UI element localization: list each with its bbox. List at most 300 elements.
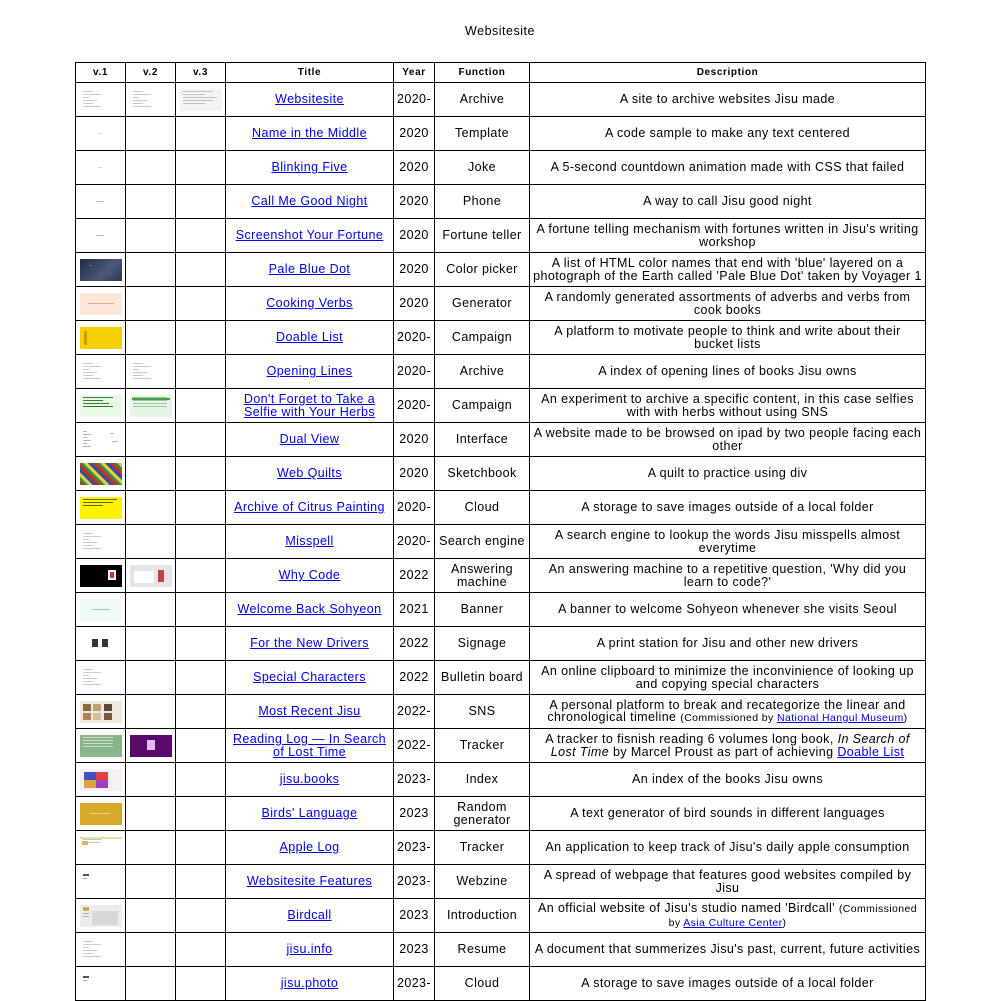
site-title-link[interactable]: Doable List	[276, 330, 343, 345]
title-cell	[226, 423, 394, 457]
thumbnail-cell-v2	[126, 151, 176, 185]
site-screenshot-thumbnail[interactable]	[130, 735, 172, 757]
site-title-link[interactable]: Screenshot Your Fortune	[235, 228, 384, 243]
thumbnail-cell-v2	[126, 457, 176, 491]
description-text: An answering machine to a repetitive question, 'Why did you learn to code?'	[548, 562, 907, 589]
year-cell: 2023	[394, 933, 435, 967]
inline-link[interactable]: Doable List	[837, 744, 905, 759]
site-title-link[interactable]: Pale Blue Dot	[268, 262, 351, 277]
year-cell: 2023-	[394, 865, 435, 899]
site-screenshot-thumbnail[interactable]	[80, 803, 122, 825]
column-header-function: Function	[435, 63, 530, 83]
title-cell	[226, 763, 394, 797]
site-title-link[interactable]: Apple Log	[279, 840, 340, 855]
table-row	[76, 865, 926, 899]
thumbnail-cell-v3	[176, 763, 226, 797]
year-cell: 2023-	[394, 967, 435, 1001]
commission-suffix: )	[903, 712, 908, 724]
thumbnail-cell-v1	[76, 593, 126, 627]
title-cell	[226, 627, 394, 661]
thumbnail-cell-v2	[126, 865, 176, 899]
site-title-link[interactable]: jisu.photo	[280, 976, 339, 991]
thumbnail-cell-v1	[76, 627, 126, 661]
title-cell	[226, 389, 394, 423]
site-title-link[interactable]: Misspell	[285, 534, 334, 549]
thumbnail-cell-v3	[176, 83, 226, 117]
thumbnail-cell-v1	[76, 729, 126, 763]
function-cell: Webzine	[435, 865, 530, 899]
site-title-link[interactable]: Archive of Citrus Painting	[234, 500, 385, 515]
site-screenshot-thumbnail[interactable]	[80, 667, 122, 689]
thumbnail-cell-v1	[76, 491, 126, 525]
thumbnail-cell-v3	[176, 729, 226, 763]
column-header-title: Title	[226, 63, 394, 83]
function-cell: Answering machine	[435, 559, 530, 593]
description-text: A search engine to lookup the words Jisu misspells almost everytime	[554, 528, 901, 555]
table-row	[76, 661, 926, 695]
site-screenshot-thumbnail[interactable]	[80, 973, 122, 995]
table-row	[76, 219, 926, 253]
title-cell	[226, 287, 394, 321]
table-row	[76, 899, 926, 933]
site-title-link[interactable]: Reading Log — In Search of Lost Time	[232, 732, 387, 759]
site-title-link[interactable]: Welcome Back Sohyeon	[237, 602, 382, 617]
thumbnail-cell-v3	[176, 287, 226, 321]
site-screenshot-thumbnail[interactable]	[80, 633, 122, 655]
year-cell: 2020	[394, 423, 435, 457]
site-title-link[interactable]: jisu.books	[279, 772, 340, 787]
site-title-link[interactable]: Blinking Five	[271, 160, 348, 175]
title-cell	[226, 933, 394, 967]
commission-prefix: (Commissioned by	[680, 712, 777, 724]
site-screenshot-thumbnail[interactable]	[80, 429, 122, 451]
thumbnail-cell-v3	[176, 355, 226, 389]
table-row	[76, 287, 926, 321]
title-cell	[226, 491, 394, 525]
site-screenshot-thumbnail[interactable]	[80, 327, 122, 349]
thumbnail-cell-v2	[126, 83, 176, 117]
description-text: A storage to save images outside of a local folder	[581, 500, 874, 515]
year-cell: 2020	[394, 219, 435, 253]
thumbnail-cell-v3	[176, 797, 226, 831]
description-cell	[530, 593, 926, 627]
thumbnail-cell-v2	[126, 593, 176, 627]
column-header-v2: v.2	[126, 63, 176, 83]
description-cell	[530, 967, 926, 1001]
year-cell: 2023	[394, 797, 435, 831]
thumbnail-cell-v2	[126, 627, 176, 661]
thumbnail-cell-v1	[76, 185, 126, 219]
title-cell	[226, 253, 394, 287]
thumbnail-cell-v3	[176, 967, 226, 1001]
thumbnail-cell-v3	[176, 117, 226, 151]
commission-suffix: )	[782, 916, 787, 929]
thumbnail-cell-v2	[126, 253, 176, 287]
year-cell: 2020-	[394, 389, 435, 423]
thumbnail-cell-v3	[176, 185, 226, 219]
thumbnail-cell-v2	[126, 729, 176, 763]
thumbnail-cell-v1	[76, 763, 126, 797]
function-cell: SNS	[435, 695, 530, 729]
thumbnail-cell-v2	[126, 831, 176, 865]
table-row	[76, 117, 926, 151]
function-cell: Cloud	[435, 967, 530, 1001]
thumbnail-cell-v2	[126, 185, 176, 219]
thumbnail-cell-v1	[76, 967, 126, 1001]
thumbnail-cell-v2	[126, 491, 176, 525]
thumbnail-cell-v3	[176, 627, 226, 661]
title-cell	[226, 83, 394, 117]
site-title-link[interactable]: Dual View	[279, 432, 340, 447]
commission-link[interactable]: National Hangul Museum	[776, 712, 904, 724]
websites-table	[75, 62, 926, 1001]
book-title: In Search of Lost Time	[550, 732, 910, 759]
site-screenshot-thumbnail[interactable]	[80, 871, 122, 893]
thumbnail-cell-v1	[76, 525, 126, 559]
description-cell	[530, 865, 926, 899]
description-cell	[530, 457, 926, 491]
site-screenshot-thumbnail[interactable]	[80, 497, 122, 519]
site-title-link[interactable]: Call Me Good Night	[251, 194, 368, 209]
title-cell	[226, 967, 394, 1001]
table-row	[76, 321, 926, 355]
function-cell: Archive	[435, 355, 530, 389]
site-screenshot-thumbnail[interactable]	[130, 395, 172, 417]
site-title-link[interactable]: Special Characters	[253, 670, 366, 685]
table-row	[76, 593, 926, 627]
site-screenshot-thumbnail[interactable]	[130, 361, 172, 383]
column-header-v3: v.3	[176, 63, 226, 83]
commission-link[interactable]: Asia Culture Center	[683, 916, 783, 929]
function-cell: Tracker	[435, 729, 530, 763]
thumbnail-cell-v3	[176, 865, 226, 899]
description-text: A code sample to make any text centered	[605, 126, 850, 141]
site-screenshot-thumbnail[interactable]	[130, 89, 172, 111]
description-cell	[530, 423, 926, 457]
description-text: A platform to motivate people to think and write about their bucket lists	[554, 324, 901, 351]
function-cell: Interface	[435, 423, 530, 457]
thumbnail-cell-v3	[176, 695, 226, 729]
thumbnail-cell-v3	[176, 933, 226, 967]
thumbnail-cell-v1	[76, 559, 126, 593]
year-cell: 2023-	[394, 763, 435, 797]
thumbnail-cell-v3	[176, 389, 226, 423]
description-cell	[530, 491, 926, 525]
description-text: A tracker to fisnish reading 6 volumes long book,	[545, 732, 838, 746]
description-cell	[530, 185, 926, 219]
thumbnail-cell-v2	[126, 423, 176, 457]
description-cell	[530, 525, 926, 559]
site-screenshot-thumbnail[interactable]	[80, 939, 122, 961]
function-cell: Random generator	[435, 797, 530, 831]
thumbnail-cell-v1	[76, 865, 126, 899]
page-title: Websitesite	[465, 24, 535, 38]
description-text: A spread of webpage that features good websites compiled by Jisu	[543, 868, 912, 895]
thumbnail-cell-v2	[126, 219, 176, 253]
site-screenshot-thumbnail[interactable]	[80, 225, 122, 247]
function-cell: Signage	[435, 627, 530, 661]
thumbnail-cell-v2	[126, 933, 176, 967]
site-screenshot-thumbnail[interactable]	[80, 259, 122, 281]
site-title-link[interactable]: Birds' Language	[261, 806, 358, 821]
description-text: An index of the books Jisu owns	[632, 772, 823, 787]
thumbnail-cell-v2	[126, 899, 176, 933]
title-cell	[226, 151, 394, 185]
thumbnail-cell-v3	[176, 491, 226, 525]
description-text: A document that summerizes Jisu's past, current, future activities	[534, 942, 921, 957]
title-cell	[226, 729, 394, 763]
description-cell	[530, 253, 926, 287]
table-row	[76, 729, 926, 763]
thumbnail-cell-v2	[126, 695, 176, 729]
thumbnail-cell-v2	[126, 525, 176, 559]
site-title-link[interactable]: jisu.info	[286, 942, 333, 957]
function-cell: Banner	[435, 593, 530, 627]
thumbnail-cell-v1	[76, 695, 126, 729]
title-cell	[226, 219, 394, 253]
table-row	[76, 797, 926, 831]
thumbnail-cell-v3	[176, 831, 226, 865]
thumbnail-cell-v1	[76, 423, 126, 457]
description-text: A personal platform to break and recategorize the linear and chronological timeline	[547, 697, 906, 724]
thumbnail-cell-v2	[126, 559, 176, 593]
thumbnail-cell-v1	[76, 899, 126, 933]
thumbnail-cell-v2	[126, 763, 176, 797]
site-title-link[interactable]: Why Code	[278, 568, 341, 583]
site-screenshot-thumbnail[interactable]	[80, 701, 122, 723]
title-cell	[226, 355, 394, 389]
description-text: A randomly generated assortments of adverbs and verbs from cook books	[544, 290, 911, 317]
site-title-link[interactable]: Most Recent Jisu	[258, 704, 361, 719]
description-text: An experiment to archive a specific content, in this case selfies with with herbs without using SNS	[541, 392, 914, 419]
thumbnail-cell-v1	[76, 797, 126, 831]
table-row	[76, 355, 926, 389]
table-row	[76, 967, 926, 1001]
description-text: by Marcel Proust as part of achieving	[609, 744, 838, 759]
year-cell: 2022	[394, 559, 435, 593]
year-cell: 2020-	[394, 83, 435, 117]
thumbnail-cell-v1	[76, 933, 126, 967]
table-row	[76, 491, 926, 525]
function-cell: Campaign	[435, 389, 530, 423]
description-text: A fortune telling mechanism with fortunes written in Jisu's writing workshop	[536, 222, 919, 249]
function-cell: Generator	[435, 287, 530, 321]
table-row	[76, 525, 926, 559]
description-cell	[530, 219, 926, 253]
thumbnail-cell-v1	[76, 321, 126, 355]
thumbnail-cell-v2	[126, 321, 176, 355]
column-header-year: Year	[394, 63, 435, 83]
thumbnail-cell-v1	[76, 389, 126, 423]
thumbnail-cell-v3	[176, 457, 226, 491]
year-cell: 2020	[394, 151, 435, 185]
commission-note	[680, 712, 907, 724]
thumbnail-cell-v3	[176, 525, 226, 559]
description-cell	[530, 389, 926, 423]
site-screenshot-thumbnail[interactable]	[80, 463, 122, 485]
function-cell: Campaign	[435, 321, 530, 355]
site-title-link[interactable]: Don't Forget to Take a Selfie with Your Herbs	[243, 392, 376, 419]
description-cell	[530, 831, 926, 865]
description-cell	[530, 151, 926, 185]
table-row	[76, 151, 926, 185]
site-title-link[interactable]: Web Quilts	[277, 466, 342, 481]
year-cell: 2023	[394, 899, 435, 933]
year-cell: 2022	[394, 627, 435, 661]
description-text: An application to keep track of Jisu's daily apple consumption	[545, 840, 910, 855]
table-row	[76, 253, 926, 287]
description-text: An online clipboard to minimize the inconvinience of looking up and copying special characters	[541, 664, 914, 691]
description-cell	[530, 321, 926, 355]
thumbnail-cell-v1	[76, 661, 126, 695]
thumbnail-cell-v1	[76, 219, 126, 253]
site-screenshot-thumbnail[interactable]	[80, 157, 122, 179]
description-text: A list of HTML color names that end with 'blue' layered on a photograph of the Earth called 'Pale Blue Dot' taken by Voyager 1	[533, 256, 922, 283]
table-header-row	[76, 63, 926, 83]
thumbnail-cell-v3	[176, 593, 226, 627]
year-cell: 2022-	[394, 729, 435, 763]
thumbnail-cell-v3	[176, 151, 226, 185]
site-title-link[interactable]: Birdcall	[287, 908, 332, 923]
title-cell	[226, 525, 394, 559]
year-cell: 2020	[394, 287, 435, 321]
title-cell	[226, 559, 394, 593]
title-cell	[226, 593, 394, 627]
description-cell	[530, 355, 926, 389]
description-cell	[530, 117, 926, 151]
function-cell: Bulletin board	[435, 661, 530, 695]
thumbnail-cell-v2	[126, 117, 176, 151]
site-screenshot-thumbnail[interactable]	[80, 123, 122, 145]
description-text: A site to archive websites Jisu made	[619, 92, 836, 107]
table-row	[76, 695, 926, 729]
year-cell: 2022-	[394, 695, 435, 729]
title-cell	[226, 695, 394, 729]
year-cell: 2020	[394, 117, 435, 151]
title-cell	[226, 185, 394, 219]
site-screenshot-thumbnail[interactable]	[80, 293, 122, 315]
thumbnail-cell-v1	[76, 117, 126, 151]
site-title-link[interactable]: For the New Drivers	[250, 636, 369, 651]
thumbnail-cell-v3	[176, 559, 226, 593]
table-row	[76, 559, 926, 593]
thumbnail-cell-v1	[76, 83, 126, 117]
title-cell	[226, 831, 394, 865]
thumbnail-cell-v2	[126, 287, 176, 321]
function-cell: Sketchbook	[435, 457, 530, 491]
description-cell	[530, 83, 926, 117]
function-cell: Tracker	[435, 831, 530, 865]
commission-prefix: (Commissioned by	[668, 903, 918, 929]
site-screenshot-thumbnail[interactable]	[80, 769, 122, 791]
year-cell: 2020	[394, 457, 435, 491]
site-screenshot-thumbnail[interactable]	[80, 599, 122, 621]
description-text: A quilt to practice using div	[647, 466, 808, 481]
site-screenshot-thumbnail[interactable]	[180, 89, 222, 111]
site-screenshot-thumbnail[interactable]	[80, 837, 122, 859]
description-cell	[530, 899, 926, 933]
thumbnail-cell-v2	[126, 797, 176, 831]
site-screenshot-thumbnail[interactable]	[80, 89, 122, 111]
site-title-link[interactable]: Cooking Verbs	[266, 296, 353, 311]
site-screenshot-thumbnail[interactable]	[80, 531, 122, 553]
thumbnail-cell-v1	[76, 287, 126, 321]
table-row	[76, 933, 926, 967]
function-cell: Color picker	[435, 253, 530, 287]
function-cell: Cloud	[435, 491, 530, 525]
description-text: A website made to be browsed on ipad by two people facing each other	[533, 426, 922, 453]
column-header-v1: v.1	[76, 63, 126, 83]
site-title-link[interactable]: Name in the Middle	[252, 126, 367, 141]
title-cell	[226, 321, 394, 355]
function-cell: Joke	[435, 151, 530, 185]
description-text: A index of opening lines of books Jisu owns	[598, 364, 857, 379]
thumbnail-cell-v3	[176, 219, 226, 253]
description-cell	[530, 933, 926, 967]
title-cell	[226, 899, 394, 933]
site-screenshot-thumbnail[interactable]	[130, 565, 172, 587]
column-header-description: Description	[530, 63, 926, 83]
thumbnail-cell-v1	[76, 457, 126, 491]
function-cell: Search engine	[435, 525, 530, 559]
year-cell: 2020-	[394, 491, 435, 525]
title-cell	[226, 117, 394, 151]
title-cell	[226, 457, 394, 491]
site-screenshot-thumbnail[interactable]	[80, 191, 122, 213]
thumbnail-cell-v3	[176, 661, 226, 695]
title-cell	[226, 797, 394, 831]
site-title-link[interactable]: Websitesite Features	[246, 874, 373, 889]
year-cell: 2022	[394, 661, 435, 695]
description-cell	[530, 287, 926, 321]
year-cell: 2023-	[394, 831, 435, 865]
description-cell	[530, 797, 926, 831]
thumbnail-cell-v1	[76, 355, 126, 389]
site-screenshot-thumbnail[interactable]	[80, 905, 122, 927]
description-cell	[530, 627, 926, 661]
description-text: A text generator of bird sounds in different languages	[570, 806, 885, 821]
description-text: A 5-second countdown animation made with CSS that failed	[550, 160, 905, 175]
thumbnail-cell-v3	[176, 899, 226, 933]
description-cell	[530, 729, 926, 763]
year-cell: 2020	[394, 185, 435, 219]
description-text: An official website of Jisu's studio named 'Birdcall'	[537, 901, 839, 915]
table-row	[76, 763, 926, 797]
year-cell: 2020-	[394, 355, 435, 389]
table-row	[76, 831, 926, 865]
description-text: A banner to welcome Sohyeon whenever she visits Seoul	[558, 602, 897, 617]
site-screenshot-thumbnail[interactable]	[80, 565, 122, 587]
site-title-link[interactable]: Websitesite	[275, 92, 344, 107]
thumbnail-cell-v1	[76, 253, 126, 287]
title-cell	[226, 865, 394, 899]
function-cell: Index	[435, 763, 530, 797]
site-screenshot-thumbnail[interactable]	[80, 361, 122, 383]
thumbnail-cell-v3	[176, 321, 226, 355]
year-cell: 2020-	[394, 321, 435, 355]
site-title-link[interactable]: Opening Lines	[266, 364, 353, 379]
description-text: A storage to save images outside of a local folder	[581, 976, 874, 991]
function-cell: Introduction	[435, 899, 530, 933]
table-row	[76, 389, 926, 423]
description-text: A way to call Jisu good night	[643, 194, 812, 209]
description-cell	[530, 559, 926, 593]
site-screenshot-thumbnail[interactable]	[80, 395, 122, 417]
thumbnail-cell-v2	[126, 355, 176, 389]
year-cell: 2020-	[394, 525, 435, 559]
site-screenshot-thumbnail[interactable]	[80, 735, 122, 757]
table-row	[76, 185, 926, 219]
